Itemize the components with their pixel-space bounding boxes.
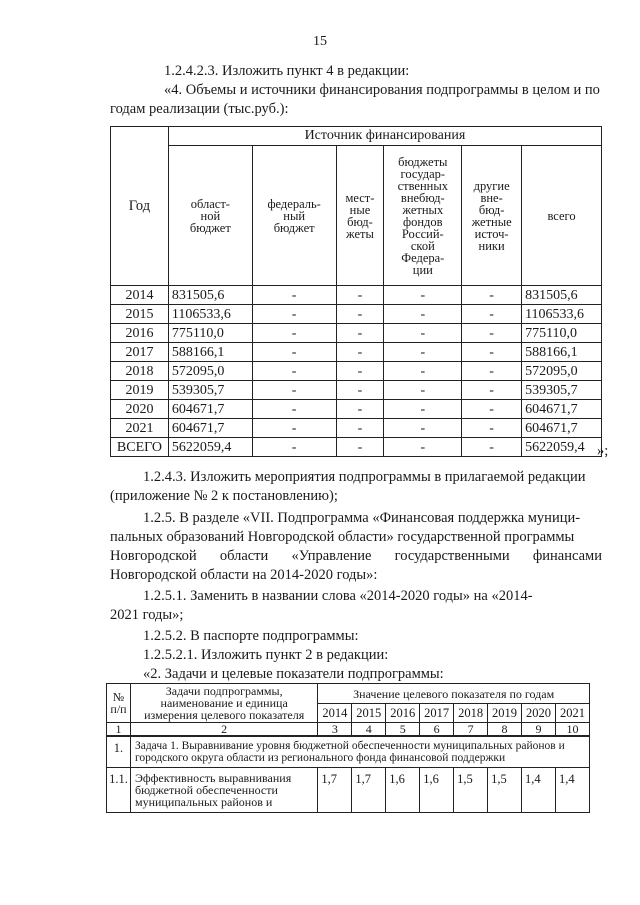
cell-funds: - — [384, 419, 462, 438]
cell-funds: - — [384, 305, 462, 324]
column-index: 4 — [352, 723, 386, 737]
indicator-value: 1,4 — [522, 768, 556, 813]
table-row — [111, 419, 602, 438]
cell-other: - — [462, 419, 522, 438]
col-no-header: № п/п — [107, 684, 131, 723]
paragraph-1-2-5-2: 1.2.5.2. В паспорте подпрограммы: — [143, 628, 359, 644]
cell-federal: - — [252, 343, 336, 362]
cell-year: 2021 — [111, 419, 169, 438]
cell-local: - — [336, 400, 384, 419]
col-year-header: Год — [111, 127, 169, 286]
cell-federal: - — [252, 362, 336, 381]
column-index: 7 — [454, 723, 488, 737]
cell-local: - — [336, 324, 384, 343]
cell-year: 2018 — [111, 362, 169, 381]
table-row — [111, 381, 602, 400]
table-row — [111, 286, 602, 305]
financing-table — [110, 126, 602, 457]
table-closing-mark: »; — [597, 443, 609, 459]
indicator-number: 1.1. — [107, 768, 131, 813]
cell-total: 775110,0 — [522, 324, 602, 343]
cell-local: - — [336, 362, 384, 381]
cell-regional: 539305,7 — [168, 381, 252, 400]
cell-total: 604671,7 — [522, 400, 602, 419]
year-header: 2015 — [352, 704, 386, 723]
cell-total: 539305,7 — [522, 381, 602, 400]
cell-total: 604671,7 — [522, 419, 602, 438]
cell-other: - — [462, 324, 522, 343]
cell-other: - — [462, 400, 522, 419]
cell-total: 588166,1 — [522, 343, 602, 362]
cell-federal: - — [252, 400, 336, 419]
cell-other: - — [462, 381, 522, 400]
indicator-value: 1,6 — [386, 768, 420, 813]
cell-federal: - — [252, 305, 336, 324]
cell-other: - — [462, 343, 522, 362]
word: финансами — [532, 548, 602, 564]
paragraph-1-2-4-2-3: 1.2.4.2.3. Изложить пункт 4 в редакции: — [164, 63, 410, 79]
cell-local: - — [336, 305, 384, 324]
indicator-value: 1,5 — [488, 768, 522, 813]
cell-year: 2017 — [111, 343, 169, 362]
cell-total: 5622059,4 — [522, 438, 602, 457]
paragraph-1-2-5-line2: пальных образований Новгородской области» государственной программы — [110, 529, 575, 545]
column-index: 3 — [318, 723, 352, 737]
column-index: 5 — [386, 723, 420, 737]
cell-other: - — [462, 438, 522, 457]
cell-year: 2020 — [111, 400, 169, 419]
cell-local: - — [336, 438, 384, 457]
source-header: Источник финансирования — [168, 127, 601, 146]
column-index: 1 — [107, 723, 131, 737]
paragraph-1-2-4-3-line2: (приложение № 2 к постановлению); — [110, 488, 338, 504]
word: Новгородской — [110, 548, 197, 564]
cell-regional: 831505,6 — [168, 286, 252, 305]
column-index: 10 — [555, 723, 589, 737]
cell-year: ВСЕГО — [111, 438, 169, 457]
cell-local: - — [336, 419, 384, 438]
cell-total: 1106533,6 — [522, 305, 602, 324]
cell-local: - — [336, 343, 384, 362]
cell-regional: 572095,0 — [168, 362, 252, 381]
cell-total: 572095,0 — [522, 362, 602, 381]
paragraph-1-2-5-1-line1: 1.2.5.1. Заменить в названии слова «2014-2020 годы» на «2014- — [143, 588, 533, 604]
col-federal-header: федераль- ный бюджет — [252, 146, 336, 286]
column-index-row — [107, 723, 590, 737]
year-header: 2016 — [386, 704, 420, 723]
indicator-value: 1,7 — [352, 768, 386, 813]
word: «Управление — [291, 548, 372, 564]
table-row — [111, 324, 602, 343]
cell-funds: - — [384, 400, 462, 419]
cell-year: 2019 — [111, 381, 169, 400]
column-index: 8 — [488, 723, 522, 737]
paragraph-1-2-5-1-line2: 2021 годы»; — [110, 607, 184, 623]
paragraph-1-2-5-2-1: 1.2.5.2.1. Изложить пункт 2 в редакции: — [143, 647, 389, 663]
paragraph-1-2-5-line1: 1.2.5. В разделе «VII. Подпрограмма «Финансовая поддержка муници- — [143, 510, 581, 526]
cell-year: 2015 — [111, 305, 169, 324]
task-number: 1. — [107, 736, 131, 768]
cell-year: 2014 — [111, 286, 169, 305]
word: области — [219, 548, 269, 564]
paragraph-quote-2: «2. Задачи и целевые показатели подпрограммы: — [143, 666, 444, 682]
cell-regional: 588166,1 — [168, 343, 252, 362]
cell-federal: - — [252, 381, 336, 400]
indicator-row — [107, 768, 590, 813]
cell-other: - — [462, 362, 522, 381]
task-row — [107, 736, 590, 768]
col-local-header: мест- ные бюд- жеты — [336, 146, 384, 286]
cell-federal: - — [252, 286, 336, 305]
cell-other: - — [462, 286, 522, 305]
cell-regional: 1106533,6 — [168, 305, 252, 324]
cell-funds: - — [384, 343, 462, 362]
page-number: 15 — [313, 34, 327, 49]
targets-table — [106, 683, 590, 813]
table-row — [111, 362, 602, 381]
indicator-text: Эффективность выравнивания бюджетной обеспеченности муниципальных районов и — [130, 768, 317, 813]
paragraph-quote-4-line1: «4. Объемы и источники финансирования подпрограммы в целом и по — [164, 82, 600, 98]
table-row — [111, 343, 602, 362]
cell-funds: - — [384, 438, 462, 457]
cell-funds: - — [384, 324, 462, 343]
cell-federal: - — [252, 324, 336, 343]
paragraph-quote-4-line2: годам реализации (тыс.руб.): — [110, 101, 289, 117]
year-header: 2019 — [488, 704, 522, 723]
word: государственными — [394, 548, 510, 564]
col-tasks-header: Задачи подпрограммы, наименование и единица измерения целевого показателя — [130, 684, 317, 723]
table-row-total — [111, 438, 602, 457]
col-regional-header: област- ной бюджет — [168, 146, 252, 286]
cell-regional: 604671,7 — [168, 419, 252, 438]
task-text: Задача 1. Выравнивание уровня бюджетной обеспеченности муниципальных районов и городского округа области из регионального фонда финансовой поддержки — [130, 736, 589, 768]
indicator-value: 1,7 — [318, 768, 352, 813]
cell-regional: 604671,7 — [168, 400, 252, 419]
column-index: 2 — [130, 723, 317, 737]
paragraph-1-2-5-line3 — [110, 547, 602, 566]
year-header: 2018 — [454, 704, 488, 723]
year-header: 2014 — [318, 704, 352, 723]
table-row — [111, 400, 602, 419]
column-index: 9 — [522, 723, 556, 737]
cell-regional: 775110,0 — [168, 324, 252, 343]
paragraph-1-2-4-3-line1: 1.2.4.3. Изложить мероприятия подпрограммы в прилагаемой редакции — [143, 469, 586, 485]
cell-local: - — [336, 381, 384, 400]
col-values-header: Значение целевого показателя по годам — [318, 684, 590, 704]
cell-other: - — [462, 305, 522, 324]
cell-funds: - — [384, 381, 462, 400]
indicator-value: 1,5 — [454, 768, 488, 813]
col-state-funds-header: бюджеты государ- ственных внебюд- жетных фондов Россий- ской Федера- ции — [384, 146, 462, 286]
col-other-header: другие вне- бюд- жетные источ- ники — [462, 146, 522, 286]
cell-total: 831505,6 — [522, 286, 602, 305]
table-row — [111, 305, 602, 324]
indicator-value: 1,6 — [420, 768, 454, 813]
year-header: 2020 — [522, 704, 556, 723]
paragraph-1-2-5-line4: Новгородской области на 2014-2020 годы»: — [110, 567, 378, 583]
cell-regional: 5622059,4 — [168, 438, 252, 457]
cell-funds: - — [384, 286, 462, 305]
year-header: 2017 — [420, 704, 454, 723]
cell-funds: - — [384, 362, 462, 381]
column-index: 6 — [420, 723, 454, 737]
cell-year: 2016 — [111, 324, 169, 343]
cell-federal: - — [252, 438, 336, 457]
cell-federal: - — [252, 419, 336, 438]
col-total-header: всего — [522, 146, 602, 286]
cell-local: - — [336, 286, 384, 305]
year-header: 2021 — [555, 704, 589, 723]
indicator-value: 1,4 — [555, 768, 589, 813]
